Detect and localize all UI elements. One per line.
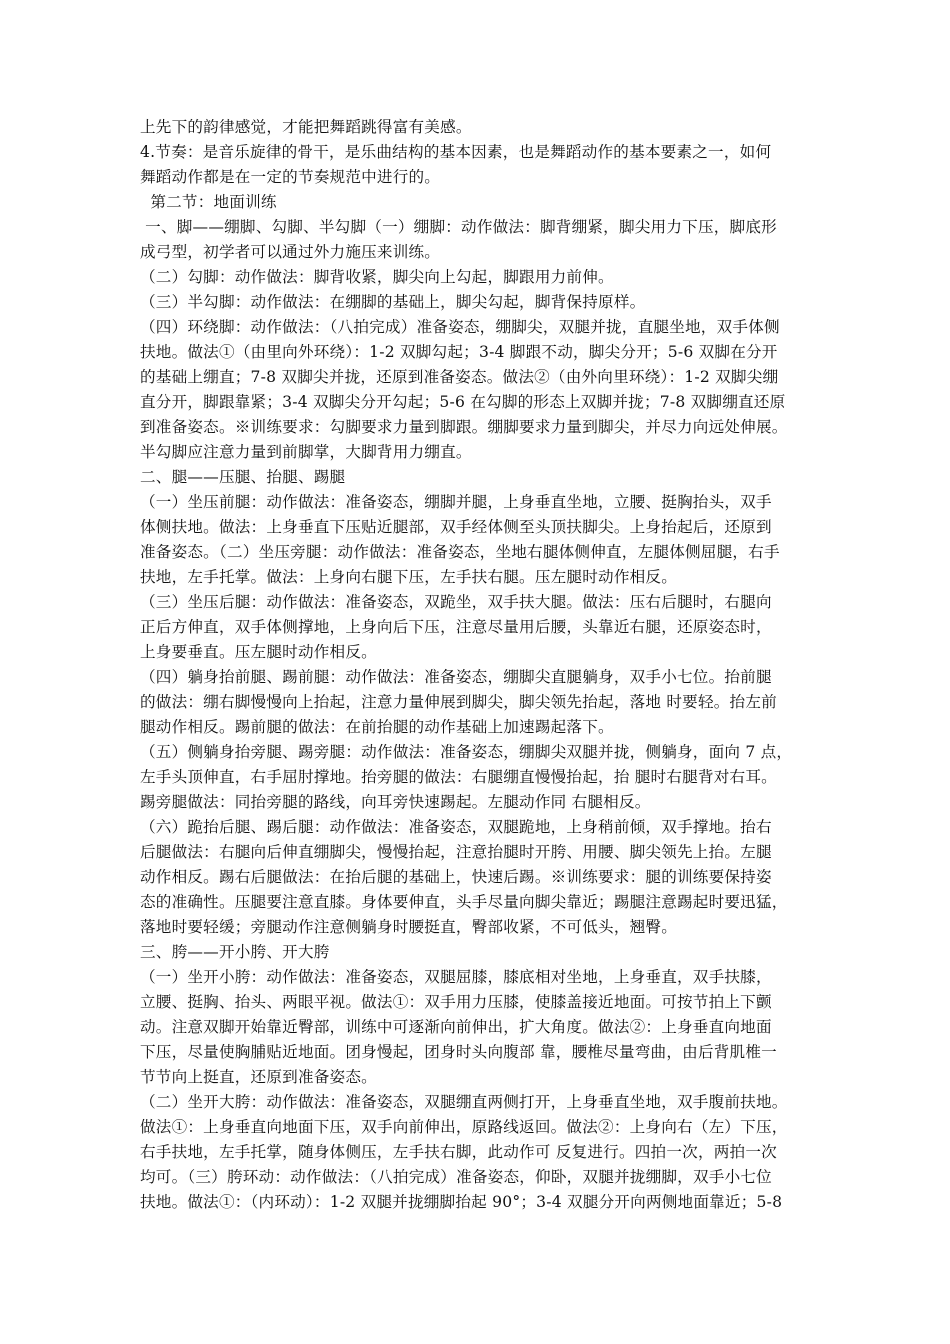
text-line: 准备姿态。（二）坐压旁腿：动作做法：准备姿态，坐地右腿体侧伸直，左腿体侧屈腿，右手 <box>140 543 780 561</box>
text-line: （二）勾脚：动作做法：脚背收紧，脚尖向上勾起，脚跟用力前伸。 <box>140 268 614 286</box>
text-line: （五）侧躺身抬旁腿、踢旁腿：动作做法：准备姿态，绷脚尖双腿并拢，侧躺身，面向 7 点， <box>140 743 793 761</box>
text-line: （一）坐开小胯：动作做法：准备姿态，双腿屈膝，膝底相对坐地，上身垂直，双手扶膝， <box>140 968 772 986</box>
text-line: 成弓型，初学者可以通过外力施压来训练。 <box>140 243 441 261</box>
text-line: 上身要垂直。压左腿时动作相反。 <box>140 643 377 661</box>
text-line: 扶地，左手托掌。做法：上身向右腿下压，左手扶右腿。压左腿时动作相反。 <box>140 568 677 586</box>
text-line: 4.节奏：是音乐旋律的骨干，是乐曲结构的基本因素，也是舞蹈动作的基本要素之一，如何 <box>140 143 772 161</box>
document-body <box>140 115 820 1215</box>
text-line: 均可。（三）胯环动：动作做法：（八拍完成）准备姿态，仰卧，双腿并拢绷脚，双手小七位 <box>140 1168 772 1186</box>
text-line: 下压，尽量使胸脯贴近地面。团身慢起，团身时头向腹部 靠，腰椎尽量弯曲，由后背肌椎一 <box>140 1043 777 1061</box>
text-line: 的基础上绷直；7-8 双脚尖并拢，还原到准备姿态。做法②（由外向里环绕）：1-2 双脚尖绷 <box>140 368 779 386</box>
text-line: 后腿做法：右腿向后伸直绷脚尖，慢慢抬起，注意抬腿时开胯、用腰、脚尖领先上抬。左腿 <box>140 843 772 861</box>
text-line: 半勾脚应注意力量到前脚掌，大脚背用力绷直。 <box>140 443 472 461</box>
text-line: 做法①：上身垂直向地面下压，双手向前伸出，原路线返回。做法②：上身向右（左）下压， <box>140 1118 788 1136</box>
text-line: 舞蹈动作都是在一定的节奏规范中进行的。 <box>140 168 441 186</box>
text-line: 第二节：地面训练 <box>140 193 277 211</box>
text-line: 二、腿——压腿、抬腿、踢腿 <box>140 468 346 486</box>
text-line: 到准备姿态。※训练要求：勾脚要求力量到脚跟。绷脚要求力量到脚尖，并尽力向远处伸展。 <box>140 418 788 436</box>
text-line: （一）坐压前腿：动作做法：准备姿态，绷脚并腿，上身垂直坐地，立腰、挺胸抬头，双手 <box>140 493 772 511</box>
text-line: 的做法：绷右脚慢慢向上抬起，注意力量伸展到脚尖，脚尖领先抬起，落地 时要轻。抬左前 <box>140 693 777 711</box>
text-line: 直分开，脚跟靠紧；3-4 双脚尖分开勾起；5-6 在勾脚的形态上双脚并拢；7-8 双脚绷直还原 <box>140 393 786 411</box>
text-line: 腿动作相反。踢前腿的做法：在前抬腿的动作基础上加速踢起落下。 <box>140 718 614 736</box>
text-line: 态的准确性。压腿要注意直膝。身体要伸直，头手尽量向脚尖靠近；踢腿注意踢起时要迅猛， <box>140 893 788 911</box>
text-line: 正后方伸直，双手体侧撑地，上身向后下压，注意尽量用后腰，头靠近右腿，还原姿态时， <box>140 618 772 636</box>
text-line: 体侧扶地。做法：上身垂直下压贴近腿部，双手经体侧至头顶扶脚尖。上身抬起后，还原到 <box>140 518 772 536</box>
text-line: 左手头顶伸直，右手屈肘撑地。抬旁腿的做法：右腿绷直慢慢抬起，抬 腿时右腿背对右耳。 <box>140 768 777 786</box>
text-line: （三）坐压后腿：动作做法：准备姿态，双跪坐，双手扶大腿。做法：压右后腿时，右腿向 <box>140 593 772 611</box>
text-line: 落地时要轻缓；旁腿动作注意侧躺身时腰挺直，臀部收紧，不可低头，翘臀。 <box>140 918 677 936</box>
text-line: （二）坐开大胯：动作做法：准备姿态，双腿绷直两侧打开，上身垂直坐地，双手腹前扶地。 <box>140 1093 788 1111</box>
text-line: 动作相反。踢右后腿做法：在抬后腿的基础上，快速后踢。※训练要求：腿的训练要保持姿 <box>140 868 772 886</box>
text-line: 右手扶地，左手托掌，随身体侧压，左手扶右脚，此动作可 反复进行。四拍一次，两拍一次 <box>140 1143 777 1161</box>
text-line: 一、脚——绷脚、勾脚、半勾脚（一）绷脚：动作做法：脚背绷紧，脚尖用力下压，脚底形 <box>140 218 777 236</box>
text-line: 扶地。做法①（由里向外环绕）：1-2 双脚勾起；3-4 脚跟不动，脚尖分开；5-6 双脚在分开 <box>140 343 778 361</box>
text-line: （六）跪抬后腿、踢后腿：动作做法：准备姿态，双腿跪地，上身稍前倾，双手撑地。抬右 <box>140 818 772 836</box>
text-line: 三、胯——开小胯、开大胯 <box>140 943 330 961</box>
text-line: 节节向上挺直，还原到准备姿态。 <box>140 1068 377 1086</box>
text-line: 动。注意双脚开始靠近臀部，训练中可逐渐向前伸出，扩大角度。做法②：上身垂直向地面 <box>140 1018 772 1036</box>
text-line: （四）躺身抬前腿、踢前腿：动作做法：准备姿态，绷脚尖直腿躺身，双手小七位。抬前腿 <box>140 668 772 686</box>
text-line: 扶地。做法①：（内环动）：1-2 双腿并拢绷脚抬起 90°；3-4 双腿分开向两侧地面靠近；5-8 <box>140 1193 783 1211</box>
text-line: 立腰、挺胸、抬头、两眼平视。做法①：双手用力压膝，使膝盖接近地面。可按节拍上下颤 <box>140 993 772 1011</box>
text-line: （三）半勾脚：动作做法：在绷脚的基础上，脚尖勾起，脚背保持原样。 <box>140 293 646 311</box>
text-line: （四）环绕脚：动作做法：（八拍完成）准备姿态，绷脚尖，双腿并拢，直腿坐地，双手体侧 <box>140 318 780 336</box>
text-line: 上先下的韵律感觉，才能把舞蹈跳得富有美感。 <box>140 118 472 136</box>
text-line: 踢旁腿做法：同抬旁腿的路线，向耳旁快速踢起。左腿动作同 右腿相反。 <box>140 793 651 811</box>
